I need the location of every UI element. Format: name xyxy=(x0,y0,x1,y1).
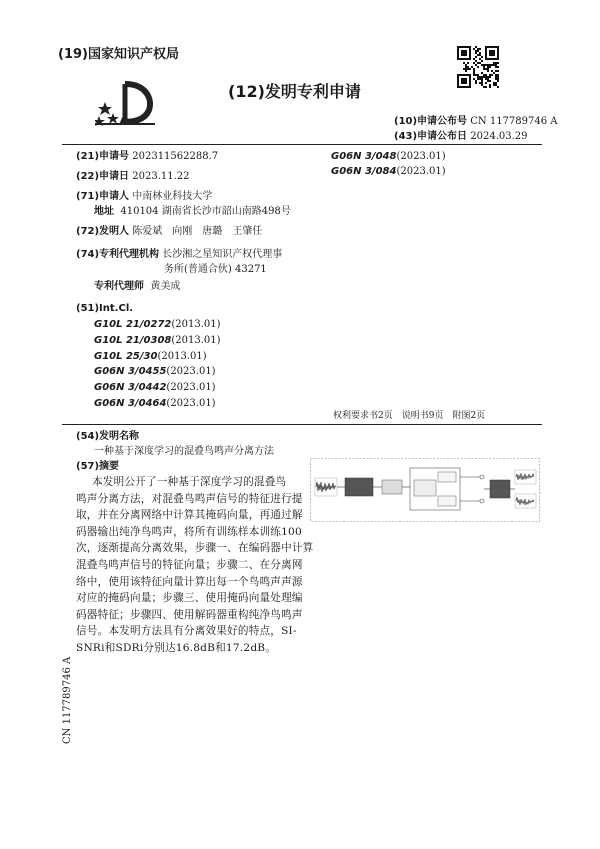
publication-number: (10)申请公布号 CN 117789746 A xyxy=(394,116,558,127)
abstract-line: 码器输出纯净鸟鸣声，将所有训练样本训练100 xyxy=(76,525,302,538)
side-publication-number: CN 117789746 A xyxy=(62,656,73,744)
publication-date: (43)申请公布日 2024.03.29 xyxy=(394,131,528,142)
intcl-list xyxy=(94,318,221,413)
intcl-list-continued xyxy=(331,150,446,180)
input-waveform-icon xyxy=(315,478,337,496)
encoder-block xyxy=(345,478,373,496)
abstract-line: 混叠鸟鸣声信号的特征向量；步骤二、在分离网 xyxy=(76,558,303,571)
application-number: (21)申请号 202311562288.7 xyxy=(76,151,219,162)
patent-agent: 专利代理师 黄美成 xyxy=(94,281,181,292)
inventors: (72)发明人 陈爱斌 向刚 唐璐 王肇任 xyxy=(76,226,263,237)
office-name: (19)国家知识产权局 xyxy=(58,47,179,62)
abstract-heading: (57)摘要 xyxy=(76,461,120,472)
header-divider xyxy=(62,144,542,145)
intcl-item: G06N 3/0442(2023.01) xyxy=(94,382,216,394)
intcl-item: G10L 21/0308(2013.01) xyxy=(94,334,221,346)
abstract-line: 信号。本发明方法具有分离效果好的特点，SI- xyxy=(76,625,297,638)
applicant-address: 地址 410104 湖南省长沙市韶山南路498号 xyxy=(94,206,291,217)
abstract-line: 鸣声分离方法，对混叠鸟鸣声信号的特征进行提 xyxy=(76,492,303,505)
invention-title: 一种基于深度学习的混叠鸟鸣声分离方法 xyxy=(94,446,274,457)
abstract-line: 码器特征；步骤四、使用解码器重构纯净鸟鸣声 xyxy=(76,608,303,621)
abstract-line: 本发明公开了一种基于深度学习的混叠鸟 xyxy=(92,476,287,488)
qr-code-icon xyxy=(457,46,499,88)
decoder-block xyxy=(490,480,510,498)
patent-agency-cont: 务所(普通合伙) 43271 xyxy=(164,264,267,275)
abstract-line: 对应的掩码向量；步骤三、使用掩码向量处理编 xyxy=(76,592,303,605)
intcl-heading: (51)Int.Cl. xyxy=(76,303,134,314)
cnipa-emblem-icon xyxy=(95,80,157,126)
abstract-figure xyxy=(310,458,540,522)
biblio-divider xyxy=(62,424,542,425)
patent-agency: (74)专利代理机构 长沙湘之星知识产权代理事 xyxy=(76,249,283,260)
application-date: (22)申请日 2023.11.22 xyxy=(76,171,190,182)
abstract-line: 次，逐渐提高分离效果，步骤一、在编码器中计算 xyxy=(76,542,314,555)
abstract-line: 络中，使用该特征向量计算出每一个鸟鸣声声源 xyxy=(76,575,303,588)
abstract-text xyxy=(76,474,314,657)
document-type-title: (12)发明专利申请 xyxy=(228,82,361,101)
title-heading: (54)发明名称 xyxy=(76,431,140,442)
intcl-item: G10L 21/0272(2013.01) xyxy=(94,319,221,330)
intcl-item: G06N 3/048(2023.01) xyxy=(331,151,446,162)
abstract-line: 取，并在分离网络中计算其掩码向量，再通过解 xyxy=(76,509,303,522)
intcl-item: G06N 3/0464(2023.01) xyxy=(94,397,216,409)
intcl-item: G06N 3/0455(2023.01) xyxy=(94,366,216,378)
intcl-item: G06N 3/084(2023.01) xyxy=(331,166,446,177)
intcl-item: G10L 25/30(2013.01) xyxy=(94,350,207,362)
abstract-line: SNRi和SDRi分别达16.8dB和17.2dB。 xyxy=(76,641,277,654)
page-counts: 权利要求书2页 说明书9页 附图2页 xyxy=(333,411,486,421)
applicant: (71)申请人 中南林业科技大学 xyxy=(76,191,213,202)
